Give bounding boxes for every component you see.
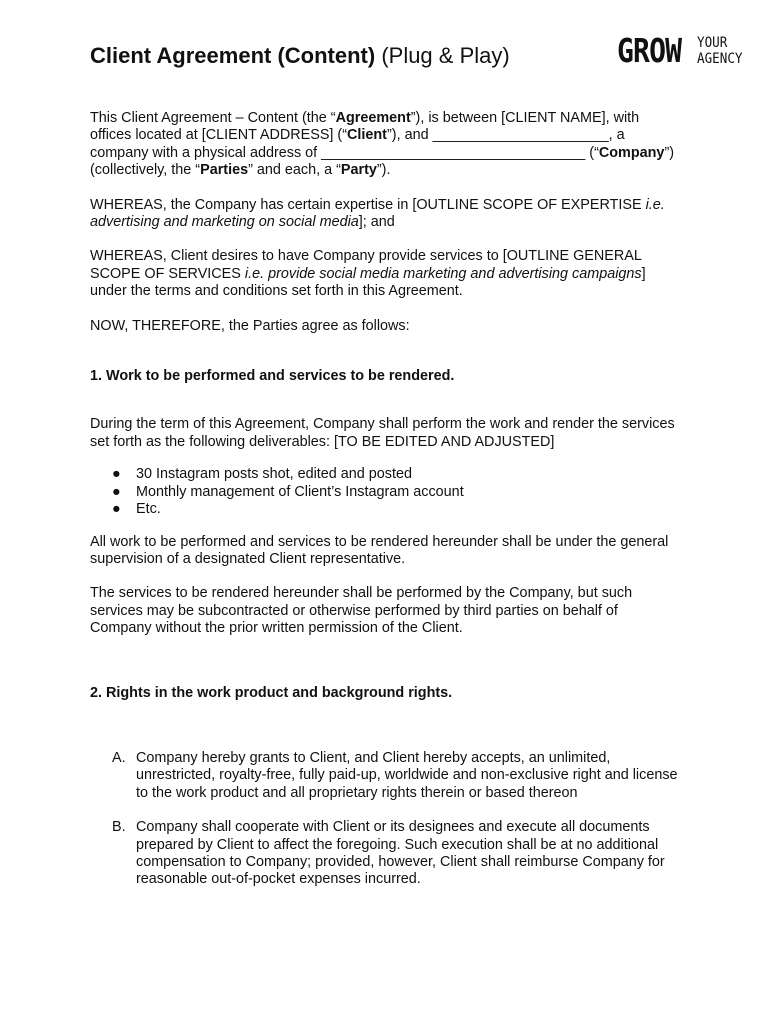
- logo-line1: YOUR: [697, 35, 728, 51]
- whereas-text: WHEREAS, the Company has certain expertise in [OUTLINE SCOPE OF EXPERTISE: [90, 196, 646, 213]
- list-item-text: Company hereby grants to Client, and Client hereby accepts, an unlimited, unrestricted, royalty-free, fully paid-up, worldwide and non-exclusive right and license to the work product and all proprietary rights therein or based thereon: [136, 749, 678, 801]
- grow-your-agency-logo: [617, 33, 743, 69]
- list-marker: A.: [112, 749, 126, 766]
- section2-heading: 2. Rights in the work product and background rights.: [90, 684, 453, 701]
- list-item: [90, 466, 680, 483]
- list-item-text: Monthly management of Client’s Instagram account: [136, 483, 464, 500]
- list-item: [90, 484, 680, 501]
- section1-intro-paragraph: During the term of this Agreement, Company shall perform the work and render the services set forth as the following deliverables: [TO BE EDITED AND ADJUSTED]: [90, 416, 675, 450]
- whereas-expertise-paragraph: [90, 197, 680, 232]
- defined-term-parties: Parties: [200, 162, 249, 179]
- section1-heading: 1. Work to be performed and services to be rendered.: [90, 368, 455, 385]
- deliverables-list: [90, 466, 680, 518]
- bullet-icon: ●: [112, 501, 121, 518]
- intro-text: This Client Agreement – Content (the “: [90, 110, 336, 126]
- list-item-text: Company shall cooperate with Client or its designees and execute all documents prepared by Client to affect the foregoing. Such execution shall be at no additional compensation to Company; provided, however, Client shall reimburse Company for reasonable out-of-pocket expenses incurred.: [136, 819, 665, 888]
- rights-list: [90, 750, 680, 889]
- defined-term-agreement: Agreement: [335, 110, 411, 126]
- intro-paragraph: [90, 110, 680, 180]
- bullet-icon: ●: [112, 483, 121, 500]
- whereas-text: ] under the terms and conditions set forth in this Agreement.: [90, 265, 646, 300]
- document-body: [90, 110, 680, 906]
- whereas-text: WHEREAS, Client desires to have Company provide services to [OUTLINE GENERAL SCOPE OF SERVICES: [90, 248, 642, 282]
- intro-text: ”), is between [CLIENT NAME], with offices located at [CLIENT ADDRESS] (“: [90, 110, 640, 144]
- defined-term-company: Company: [598, 144, 665, 161]
- list-marker: B.: [112, 819, 126, 836]
- title-bold: Client Agreement (Content): [90, 43, 376, 68]
- document-title: [90, 40, 510, 72]
- intro-text: ” and each, a “: [248, 162, 341, 179]
- logo-main-text: GROW: [617, 31, 682, 70]
- intro-text: ”) (collectively, the “: [90, 144, 675, 179]
- list-item: [90, 750, 680, 802]
- bullet-icon: ●: [112, 466, 121, 483]
- list-item-text: 30 Instagram posts shot, edited and posted: [136, 466, 413, 483]
- intro-text: ”).: [376, 162, 391, 179]
- defined-term-party: Party: [340, 162, 377, 179]
- whereas-example: i.e. advertising and marketing on social media: [90, 196, 665, 231]
- whereas-text: ]; and: [358, 214, 395, 231]
- whereas-services-paragraph: [90, 248, 680, 300]
- subcontract-paragraph: The services to be rendered hereunder shall be performed by the Company, but such services may be subcontracted or otherwise performed by third parties on behalf of Company without the prior written permission of the Client.: [90, 585, 633, 637]
- now-therefore-paragraph: NOW, THEREFORE, the Parties agree as follows:: [90, 317, 410, 334]
- intro-text: ”), and ______________________, a company with a physical address of _________________________________ (“: [90, 127, 625, 161]
- list-item: [90, 819, 680, 889]
- list-item-text: Etc.: [136, 501, 161, 518]
- list-item: [90, 501, 680, 518]
- defined-term-client: Client: [347, 127, 387, 144]
- title-subtitle: (Plug & Play): [381, 43, 510, 68]
- logo-line2: AGENCY: [697, 51, 743, 67]
- whereas-example: i.e. provide social media marketing and advertising campaigns: [244, 265, 642, 282]
- supervision-paragraph: All work to be performed and services to be rendered hereunder shall be under the general supervision of a designated Client representative.: [90, 533, 669, 567]
